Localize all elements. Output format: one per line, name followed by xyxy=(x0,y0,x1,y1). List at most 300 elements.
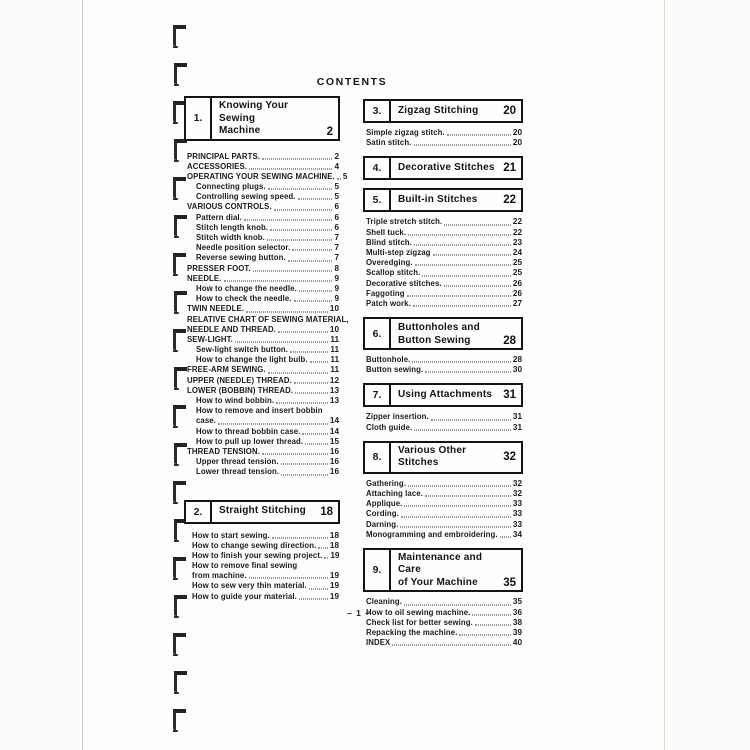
binding-clip-icon xyxy=(173,709,186,730)
toc-entry-label: How to pull up lower thread. xyxy=(196,436,304,446)
toc-entry xyxy=(366,530,522,540)
section-title: Built-in Stitches xyxy=(398,194,478,206)
toc-entry xyxy=(192,571,339,581)
dot-leader xyxy=(431,419,511,420)
toc-entry-page: 39 xyxy=(512,628,522,637)
toc-entry-label: OPERATING YOUR SEWING MACHINE. xyxy=(187,171,335,181)
toc-entry-label: Triple stretch stitch. xyxy=(366,217,443,227)
toc-entry-page: 5 xyxy=(342,171,348,181)
toc-entry-page: 18 xyxy=(329,540,339,550)
section-title: Buttonholes and Button Sewing xyxy=(398,322,480,346)
dot-leader xyxy=(276,403,328,404)
toc-entry-label: Cording. xyxy=(366,509,399,519)
dot-leader xyxy=(246,311,328,312)
section-page-number: 35 xyxy=(503,577,516,590)
toc-entry-label: Cleaning. xyxy=(366,597,402,607)
toc-entry-page: 24 xyxy=(512,247,522,257)
toc-entry xyxy=(187,274,339,284)
dot-leader xyxy=(244,219,333,220)
toc-entry-page: 6 xyxy=(334,222,339,232)
toc-entry-page: 20 xyxy=(512,128,522,137)
toc-entry-page: 38 xyxy=(512,617,522,627)
toc-entry xyxy=(366,238,522,248)
binding-clip-icon xyxy=(174,671,187,692)
dot-leader xyxy=(444,224,511,225)
section-box-body xyxy=(391,158,521,178)
toc-entry-page: 7 xyxy=(334,253,339,263)
toc-entry xyxy=(187,192,339,202)
toc-entry-label: Multi-step zigzag xyxy=(366,247,431,257)
toc-entry-label: Applique. xyxy=(366,499,403,509)
toc-entry-label: Overedging. xyxy=(366,258,413,268)
toc-entry-page: 36 xyxy=(512,607,522,617)
section-box-9 xyxy=(363,548,523,593)
section-box-6 xyxy=(363,317,523,350)
dot-leader xyxy=(310,362,329,363)
section-box-body xyxy=(391,190,521,210)
section-number: 6. xyxy=(365,319,391,348)
dot-leader xyxy=(407,295,511,296)
toc-entry-label: Faggoting xyxy=(366,288,405,298)
section-title: Using Attachments xyxy=(398,389,493,401)
toc-entry-page: 18 xyxy=(329,530,339,540)
dot-leader xyxy=(401,516,511,517)
toc-entry-list xyxy=(363,597,523,648)
toc-entry-label: PRINCIPAL PARTS. xyxy=(187,151,261,161)
toc-entry-label: Cloth guide. xyxy=(366,422,413,432)
dot-leader xyxy=(414,244,511,245)
section-title: Knowing Your Sewing Machine xyxy=(219,100,289,136)
dot-leader xyxy=(309,588,328,589)
toc-entry-label: Repacking the machine. xyxy=(366,628,458,637)
dot-leader xyxy=(302,433,327,434)
dot-leader xyxy=(268,372,329,373)
toc-entry-page: 26 xyxy=(512,288,522,298)
page-number-footer: – 1 – xyxy=(347,608,371,618)
toc-entry-page: 25 xyxy=(512,258,522,268)
dot-leader xyxy=(444,285,511,286)
toc-entry xyxy=(187,223,339,233)
binding-clip-icon xyxy=(174,63,187,84)
toc-entry-page: 20 xyxy=(512,138,522,148)
toc-entry-page: 2 xyxy=(334,151,339,161)
toc-entry-page: 16 xyxy=(329,446,339,456)
toc-entry-page: 19 xyxy=(330,550,340,560)
dot-leader xyxy=(412,362,510,363)
dot-leader xyxy=(433,255,511,256)
toc-entry xyxy=(187,386,339,396)
dot-leader xyxy=(224,280,333,281)
toc-entry-page: 13 xyxy=(329,396,339,405)
toc-entry-label: case. xyxy=(196,416,217,426)
toc-entry xyxy=(366,509,522,519)
toc-entry xyxy=(187,457,339,467)
toc-entry-label: Lower thread tension. xyxy=(196,467,280,477)
toc-entry-page: 30 xyxy=(512,365,522,375)
section-page-number: 32 xyxy=(503,451,516,464)
dot-leader xyxy=(294,382,328,383)
toc-entry-label: ACCESSORIES. xyxy=(187,161,248,171)
toc-entry xyxy=(187,182,339,192)
dot-leader xyxy=(422,275,511,276)
binding-clip-icon xyxy=(173,25,186,46)
toc-entry xyxy=(366,355,522,365)
toc-entry xyxy=(192,561,339,571)
toc-entry xyxy=(187,376,339,386)
toc-entry-list xyxy=(363,355,523,375)
section-title: Maintenance and Care of Your Machine xyxy=(398,551,483,588)
toc-entry-label: Simple zigzag stitch. xyxy=(366,128,445,137)
section-page-number: 21 xyxy=(503,162,516,175)
toc-entry-page: 31 xyxy=(512,412,522,422)
toc-entry xyxy=(187,427,339,437)
toc-entry-page: 6 xyxy=(334,212,339,222)
toc-entry-label: Darning. xyxy=(366,519,399,529)
toc-entry-page: 11 xyxy=(330,345,339,355)
toc-entry-page: 12 xyxy=(329,375,339,385)
toc-entry-list xyxy=(363,412,523,432)
dot-leader xyxy=(400,526,510,527)
toc-entry xyxy=(192,531,339,541)
toc-entry-page: 32 xyxy=(512,478,522,488)
section-box-body xyxy=(212,502,338,522)
dot-leader xyxy=(408,234,511,235)
toc-entry-page: 5 xyxy=(334,182,339,192)
dot-leader xyxy=(413,306,511,307)
toc-entry xyxy=(366,520,522,530)
toc-entry xyxy=(187,467,339,477)
dot-leader xyxy=(262,454,328,455)
toc-entry xyxy=(192,551,339,561)
toc-entry-page: 11 xyxy=(330,365,339,375)
section-box-4 xyxy=(363,156,523,180)
toc-entry-page: 34 xyxy=(512,529,522,539)
toc-entry-page: 16 xyxy=(329,467,339,477)
toc-entry-label: LOWER (BOBBIN) THREAD. xyxy=(187,385,294,395)
dot-leader xyxy=(249,168,332,169)
toc-entry xyxy=(187,233,339,243)
toc-entry-label: Reverse sewing button. xyxy=(196,253,286,263)
toc-entry xyxy=(187,396,339,406)
toc-entry xyxy=(187,243,339,253)
section-box-2 xyxy=(184,500,340,524)
toc-entry xyxy=(187,416,339,426)
toc-entry-page: 15 xyxy=(329,436,339,446)
toc-entry-page: 11 xyxy=(330,334,339,344)
toc-entry-label: Scallop stitch. xyxy=(366,268,421,278)
section-box-1 xyxy=(184,96,340,141)
dot-leader xyxy=(415,265,511,266)
toc-entry-label: Zipper insertion. xyxy=(366,412,429,422)
dot-leader xyxy=(281,464,328,465)
section-box-body xyxy=(391,550,521,591)
toc-entry-page: 9 xyxy=(334,283,339,293)
toc-entry-label: How to change the needle. xyxy=(196,283,297,293)
toc-entry-page: 22 xyxy=(512,217,522,227)
section-page-number: 2 xyxy=(326,125,333,138)
toc-entry-label: How to wind bobbin. xyxy=(196,396,275,405)
toc-entry-page: 14 xyxy=(329,426,339,436)
section-page-number: 28 xyxy=(503,335,516,348)
section-page-number: 18 xyxy=(320,505,333,518)
dot-leader xyxy=(324,558,328,559)
toc-entry-label: FREE-ARM SEWING. xyxy=(187,365,266,375)
toc-entry-page: 23 xyxy=(512,237,522,247)
toc-entry-page: 9 xyxy=(334,294,339,304)
toc-entry xyxy=(187,325,339,335)
toc-entry xyxy=(366,128,522,138)
section-box-8 xyxy=(363,441,523,474)
dot-leader xyxy=(305,443,328,444)
toc-entry-page: 13 xyxy=(329,385,339,395)
section-box-body xyxy=(391,385,521,405)
dot-leader xyxy=(272,537,328,538)
toc-entry-label: Blind stitch. xyxy=(366,237,412,247)
binding-clip-icon xyxy=(173,633,186,654)
section-page-number: 22 xyxy=(503,194,516,207)
toc-entry-page: 9 xyxy=(334,273,339,283)
toc-entry xyxy=(192,592,339,602)
toc-entry-page: 19 xyxy=(329,571,339,581)
toc-entry-label: Stitch width knob. xyxy=(196,233,265,242)
toc-entry xyxy=(187,304,339,314)
toc-entry-page: 31 xyxy=(512,422,522,432)
toc-entry-label: How to finish your sewing project. xyxy=(192,550,323,560)
toc-entry xyxy=(366,228,522,238)
dot-leader xyxy=(447,135,511,136)
dot-leader xyxy=(262,158,332,159)
dot-leader xyxy=(318,547,327,548)
toc-entry-label: Connecting plugs. xyxy=(196,182,266,192)
dot-leader xyxy=(500,536,511,537)
dot-leader xyxy=(475,625,511,626)
page-title: CONTENTS xyxy=(316,76,388,88)
toc-entry-page: 32 xyxy=(512,489,522,498)
dot-leader xyxy=(298,199,333,200)
toc-entry-page: 10 xyxy=(329,304,339,314)
section-number: 1. xyxy=(186,98,212,139)
toc-entry-list xyxy=(363,128,523,148)
toc-entry xyxy=(187,253,339,263)
toc-entry-label: How to thread bobbin case. xyxy=(196,426,301,436)
section-box-body xyxy=(391,319,521,348)
toc-entry-page: 40 xyxy=(512,638,522,648)
toc-entry-label: Decorative stitches. xyxy=(366,278,442,288)
toc-entry xyxy=(187,355,339,365)
section-box-body xyxy=(391,101,521,121)
toc-entry-label: Sew-light switch button. xyxy=(196,345,289,355)
toc-entry xyxy=(187,202,339,212)
toc-entry-page: 33 xyxy=(512,519,522,529)
toc-entry-page: 22 xyxy=(512,227,522,237)
toc-entry-label: Satin stitch. xyxy=(366,138,412,148)
toc-entry-label: Upper thread tension. xyxy=(196,457,279,467)
dot-leader xyxy=(235,342,328,343)
toc-column-right xyxy=(363,99,523,648)
toc-entry xyxy=(187,294,339,304)
section-title: Zigzag Stitching xyxy=(398,104,479,116)
toc-entry-label: from machine. xyxy=(192,571,247,581)
toc-entry xyxy=(366,499,522,509)
toc-entry-page: 7 xyxy=(334,243,339,253)
toc-entry xyxy=(366,258,522,268)
toc-entry xyxy=(366,138,522,148)
toc-entry-label: How to sew very thin material. xyxy=(192,581,307,591)
toc-entry-label: NEEDLE. xyxy=(187,273,222,283)
dot-leader xyxy=(404,604,511,605)
toc-entry-label: Stitch length knob. xyxy=(196,222,269,232)
toc-entry-label: How to start sewing. xyxy=(192,530,270,540)
toc-entry xyxy=(187,447,339,457)
toc-entry-label: Gathering. xyxy=(366,478,406,488)
toc-entry xyxy=(187,264,339,274)
toc-entry-page: 19 xyxy=(329,581,339,591)
toc-entry-label: Buttonhole. xyxy=(366,355,411,365)
toc-entry-page: 25 xyxy=(512,268,522,278)
toc-entry-label: RELATIVE CHART OF SEWING MATERIAL, xyxy=(187,314,349,324)
dot-leader xyxy=(392,645,511,646)
toc-entry-label: Patch work. xyxy=(366,298,411,308)
section-page-number: 31 xyxy=(503,389,516,402)
dot-leader xyxy=(299,598,328,599)
toc-entry-label: SEW-LIGHT. xyxy=(187,334,233,344)
section-title: Decorative Stitches xyxy=(398,162,495,174)
toc-entry xyxy=(187,162,339,172)
toc-entry xyxy=(187,335,339,345)
toc-entry-page: 16 xyxy=(329,457,339,467)
toc-entry-page: 35 xyxy=(512,597,522,607)
section-number: 3. xyxy=(365,101,391,121)
dot-leader xyxy=(295,393,328,394)
section-box-body xyxy=(212,98,338,139)
dot-leader xyxy=(267,240,333,241)
toc-entry-list xyxy=(184,151,349,478)
section-box-body xyxy=(391,443,521,472)
section-number: 9. xyxy=(365,550,391,591)
toc-entry xyxy=(366,597,522,607)
section-number: 8. xyxy=(365,443,391,472)
section-box-7 xyxy=(363,383,523,407)
dot-leader xyxy=(253,270,333,271)
section-box-3 xyxy=(363,99,523,123)
toc-entry xyxy=(366,412,522,422)
dot-leader xyxy=(425,372,511,373)
dot-leader xyxy=(299,291,333,292)
toc-entry xyxy=(187,345,339,355)
toc-entry-page: 4 xyxy=(334,161,339,171)
toc-entry-label: INDEX xyxy=(366,638,391,648)
toc-entry-label: How to change the light bulb. xyxy=(196,355,308,365)
toc-entry-label: NEEDLE AND THREAD. xyxy=(187,324,277,334)
toc-entry-label: VARIOUS CONTROLS. xyxy=(187,202,272,212)
toc-entry xyxy=(366,489,522,499)
dot-leader xyxy=(459,635,510,636)
dot-leader xyxy=(292,250,332,251)
toc-entry-list xyxy=(184,531,340,602)
toc-entry xyxy=(366,217,522,227)
toc-entry-label: How to guide your material. xyxy=(192,591,297,601)
toc-entry-page: 7 xyxy=(334,233,339,242)
toc-entry-label: Pattern dial. xyxy=(196,212,242,222)
toc-entry xyxy=(192,541,339,551)
toc-entry xyxy=(366,479,522,489)
toc-entry-label: Needle position selector. xyxy=(196,243,291,253)
toc-entry xyxy=(187,437,339,447)
toc-entry-label: Attaching lace. xyxy=(366,489,423,498)
toc-entry-label: THREAD TENSION. xyxy=(187,446,260,456)
section-title: Straight Stitching xyxy=(219,505,306,517)
dot-leader xyxy=(414,429,511,430)
section-number: 2. xyxy=(186,502,212,522)
dot-leader xyxy=(337,179,341,180)
toc-entry xyxy=(366,638,522,648)
toc-entry-page: 33 xyxy=(512,499,522,509)
toc-entry-label: Controlling sewing speed. xyxy=(196,192,296,202)
toc-entry-page: 5 xyxy=(334,192,339,202)
toc-entry-page: 27 xyxy=(512,298,522,308)
toc-entry xyxy=(187,171,348,182)
dot-leader xyxy=(290,352,328,353)
toc-entry-page: 19 xyxy=(329,591,339,601)
toc-entry xyxy=(187,284,339,294)
toc-entry-list xyxy=(363,479,523,540)
toc-entry-page: 11 xyxy=(330,355,339,365)
toc-entry xyxy=(187,152,339,162)
toc-column-left xyxy=(184,96,349,602)
toc-entry xyxy=(187,406,339,416)
section-number: 4. xyxy=(365,158,391,178)
dot-leader xyxy=(249,578,328,579)
toc-entry xyxy=(366,248,522,258)
dot-leader xyxy=(274,209,333,210)
section-number: 5. xyxy=(365,190,391,210)
dot-leader xyxy=(278,331,328,332)
toc-entry-label: How to oil sewing machine. xyxy=(366,607,471,617)
toc-entry-label: Monogramming and embroidering. xyxy=(366,529,498,539)
section-number: 7. xyxy=(365,385,391,405)
scanned-manual-page xyxy=(82,0,665,750)
toc-entry xyxy=(366,268,522,278)
dot-leader xyxy=(404,506,510,507)
dot-leader xyxy=(414,145,511,146)
toc-entry-page: 26 xyxy=(512,278,522,288)
dot-leader xyxy=(268,189,333,190)
toc-entry-label: UPPER (NEEDLE) THREAD. xyxy=(187,375,292,385)
toc-entry xyxy=(366,289,522,299)
section-title: Various Other Stitches xyxy=(398,444,467,469)
toc-entry-label: PRESSER FOOT. xyxy=(187,263,251,273)
toc-entry xyxy=(187,365,339,375)
toc-entry-label: How to check the needle. xyxy=(196,294,292,304)
toc-entry xyxy=(192,581,339,591)
dot-leader xyxy=(218,423,328,424)
toc-entry-label: How to change sewing direction. xyxy=(192,540,317,550)
toc-entry-page: 14 xyxy=(329,416,339,426)
toc-entry-page: 8 xyxy=(334,263,339,273)
toc-entry xyxy=(366,628,522,638)
toc-entry xyxy=(366,365,522,375)
toc-entry-label: How to remove final sewing xyxy=(192,561,298,571)
toc-entry-label: Check list for better sewing. xyxy=(366,617,473,627)
toc-entry-label: Button sewing. xyxy=(366,365,424,375)
section-box-5 xyxy=(363,188,523,212)
toc-entry-label: TWIN NEEDLE. xyxy=(187,304,245,314)
toc-entry-page: 28 xyxy=(512,355,522,365)
section-page-number: 20 xyxy=(503,105,516,117)
dot-leader xyxy=(472,614,510,615)
toc-entry xyxy=(366,299,522,309)
dot-leader xyxy=(288,260,333,261)
